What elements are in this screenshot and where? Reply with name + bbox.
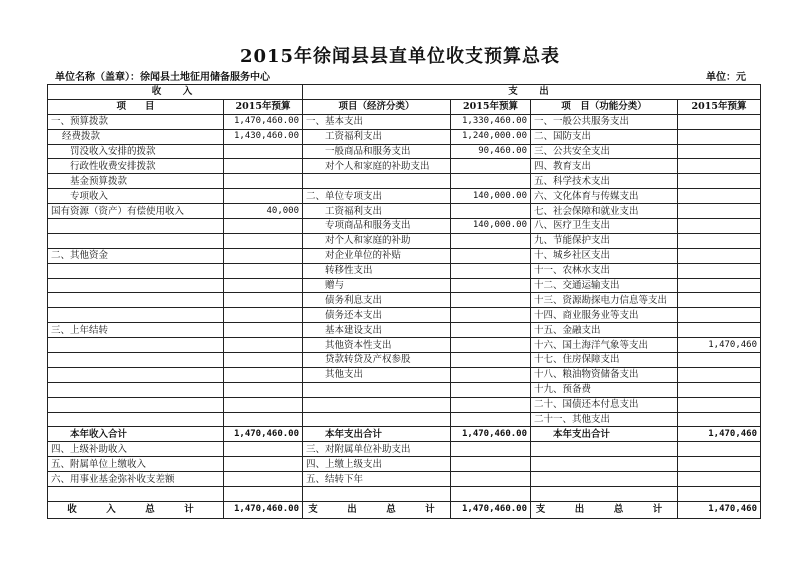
income-grand-total-label: 收 入 总 计 [48,501,224,518]
econ-budget-value [451,174,531,189]
income-item [48,219,224,234]
table-row [48,204,761,219]
income-budget-value: 1,470,460.00 [224,114,303,129]
econ-budget-value [451,353,531,368]
empty-cell [531,442,678,457]
income-budget-value: 40,000 [224,204,303,219]
econ-item [303,382,451,397]
income-grand-total-value: 1,470,460.00 [224,501,303,518]
budget-table [47,84,761,519]
econ-budget-value [451,293,531,308]
page-title: 2015年徐闻县县直单位收支预算总表 [239,46,561,67]
econ-item [303,174,451,189]
table-row [48,248,761,263]
empty-cell [678,442,761,457]
income-item: 二、其他资金 [48,248,224,263]
econ-item: 转移性支出 [303,263,451,278]
econ-item: 其他资本性支出 [303,338,451,353]
income-budget-value [224,159,303,174]
econ-budget-value: 1,240,000.00 [451,129,531,144]
table-row [48,353,761,368]
empty-cell [303,487,451,502]
func-item: 四、教育支出 [531,159,678,174]
income-item [48,278,224,293]
expense-grand-total-label: 支 出 总 计 [303,501,451,518]
table-row [48,144,761,159]
econ-budget-value [451,233,531,248]
func-item: 十二、交通运输支出 [531,278,678,293]
func-budget-value [678,293,761,308]
income-budget-value [224,189,303,204]
econ-item: 债务利息支出 [303,293,451,308]
func-item: 十六、国土海洋气象等支出 [531,338,678,353]
econ-item: 其他支出 [303,367,451,382]
empty-cell [531,472,678,487]
income-item [48,233,224,248]
func-budget-value [678,308,761,323]
econ-budget-value [451,442,531,457]
income-budget-value [224,442,303,457]
econ-budget-value [451,278,531,293]
income-item [48,367,224,382]
econ-item: 基本建设支出 [303,323,451,338]
income-item [48,293,224,308]
econ-budget-value [451,472,531,487]
income-item [48,308,224,323]
func-item: 二十一、其他支出 [531,412,678,427]
income-item: 三、上年结转 [48,323,224,338]
empty-cell [224,487,303,502]
table-row [48,129,761,144]
econ-item [303,412,451,427]
income-item: 罚没收入安排的拨款 [48,144,224,159]
income-item [48,412,224,427]
econ-budget-value: 1,330,460.00 [451,114,531,129]
table-row [48,189,761,204]
func-budget-header: 2015年预算 [678,99,761,114]
table-row [48,472,761,487]
expense-year-total-label: 本年支出合计 [303,427,451,442]
func-item: 一、一般公共服务支出 [531,114,678,129]
econ-item: 贷款转贷及产权参股 [303,353,451,368]
econ-budget-value [451,338,531,353]
econ-item: 二、单位专项支出 [303,189,451,204]
table-row [48,442,761,457]
func-item: 六、文化体育与传媒支出 [531,189,678,204]
econ-item: 工资福利支出 [303,204,451,219]
func-grand-total-label: 支 出 总 计 [531,501,678,518]
income-budget-value: 1,430,460.00 [224,129,303,144]
func-budget-value [678,278,761,293]
func-item-header: 项 目（功能分类） [531,99,678,114]
table-row [48,338,761,353]
econ-budget-value [451,323,531,338]
income-year-total-label: 本年收入合计 [48,427,224,442]
func-budget-value [678,263,761,278]
econ-budget-value [451,263,531,278]
income-budget-value [224,353,303,368]
income-item: 专项收入 [48,189,224,204]
income-budget-header: 2015年预算 [224,99,303,114]
expense-year-total-value: 1,470,460.00 [451,427,531,442]
table-row [48,323,761,338]
unit-of-measure: 单位：元 [706,72,746,83]
income-item: 四、上级补助收入 [48,442,224,457]
func-year-total-label: 本年支出合计 [531,427,678,442]
func-budget-value [678,248,761,263]
income-budget-value [224,248,303,263]
expense-grand-total-value: 1,470,460.00 [451,501,531,518]
func-item: 五、科学技术支出 [531,174,678,189]
func-budget-value [678,397,761,412]
econ-budget-value [451,248,531,263]
income-item: 五、附属单位上缴收入 [48,457,224,472]
func-item: 三、公共安全支出 [531,144,678,159]
econ-budget-header: 2015年预算 [451,99,531,114]
econ-item: 一般商品和服务支出 [303,144,451,159]
income-budget-value [224,397,303,412]
econ-item: 工资福利支出 [303,129,451,144]
table-row [48,278,761,293]
func-budget-value [678,159,761,174]
income-budget-value [224,367,303,382]
econ-budget-value [451,308,531,323]
income-budget-value [224,233,303,248]
econ-item: 对个人和家庭的补助支出 [303,159,451,174]
empty-cell [451,487,531,502]
income-item [48,338,224,353]
econ-item: 五、结转下年 [303,472,451,487]
income-item: 一、预算拨款 [48,114,224,129]
econ-item: 专项商品和服务支出 [303,219,451,234]
table-row [48,367,761,382]
func-item: 八、医疗卫生支出 [531,219,678,234]
table-row [48,159,761,174]
func-budget-value [678,114,761,129]
income-budget-value [224,278,303,293]
econ-item: 四、上缴上级支出 [303,457,451,472]
table-row [48,263,761,278]
income-budget-value [224,174,303,189]
table-row [48,293,761,308]
func-item: 十三、资源勘探电力信息等支出 [531,293,678,308]
func-grand-total-value: 1,470,460 [678,501,761,518]
func-item: 十九、预备费 [531,382,678,397]
func-item: 九、节能保护支出 [531,233,678,248]
func-budget-value [678,233,761,248]
income-budget-value [224,308,303,323]
income-item [48,263,224,278]
func-budget-value [678,367,761,382]
empty-cell [48,487,224,502]
income-budget-value [224,293,303,308]
table-row [48,114,761,129]
econ-budget-value [451,457,531,472]
econ-budget-value: 140,000.00 [451,219,531,234]
income-budget-value [224,412,303,427]
func-budget-value [678,412,761,427]
income-item [48,353,224,368]
income-budget-value [224,219,303,234]
income-budget-value [224,323,303,338]
econ-budget-value: 140,000.00 [451,189,531,204]
income-item: 基金预算拨款 [48,174,224,189]
econ-item: 一、基本支出 [303,114,451,129]
income-budget-value [224,457,303,472]
empty-cell [678,457,761,472]
table-row [48,233,761,248]
table-row [48,219,761,234]
func-item: 十四、商业服务业等支出 [531,308,678,323]
econ-budget-value: 90,460.00 [451,144,531,159]
func-year-total-value: 1,470,460 [678,427,761,442]
table-row [48,412,761,427]
econ-budget-value [451,397,531,412]
func-item: 七、社会保障和就业支出 [531,204,678,219]
empty-cell [531,487,678,502]
unit-name: 单位名称（盖章）：徐闻县土地征用储备服务中心 [55,72,270,83]
table-row [48,174,761,189]
income-year-total-value: 1,470,460.00 [224,427,303,442]
econ-item [303,397,451,412]
func-budget-value [678,219,761,234]
func-budget-value [678,382,761,397]
income-item: 国有资源（资产）有偿使用收入 [48,204,224,219]
econ-item: 赠与 [303,278,451,293]
func-item: 十一、农林水支出 [531,263,678,278]
income-section-header: 收 入 [48,85,303,100]
table-row [48,308,761,323]
econ-budget-value [451,204,531,219]
func-item: 二、国防支出 [531,129,678,144]
empty-cell [678,487,761,502]
func-budget-value [678,189,761,204]
func-item: 十七、住房保障支出 [531,353,678,368]
table-row [48,457,761,472]
income-item [48,382,224,397]
func-budget-value [678,353,761,368]
spacer-row [48,487,761,502]
econ-item: 债务还本支出 [303,308,451,323]
income-budget-value [224,382,303,397]
func-budget-value [678,144,761,159]
econ-budget-value [451,159,531,174]
empty-cell [531,457,678,472]
func-budget-value [678,323,761,338]
income-budget-value [224,263,303,278]
year-total-row [48,427,761,442]
income-item: 六、用事业基金弥补收支差额 [48,472,224,487]
econ-item: 对个人和家庭的补助 [303,233,451,248]
econ-budget-value [451,367,531,382]
income-budget-value [224,144,303,159]
econ-budget-value [451,412,531,427]
econ-budget-value [451,382,531,397]
func-item: 十、城乡社区支出 [531,248,678,263]
income-item [48,397,224,412]
income-item: 行政性收费安排拨款 [48,159,224,174]
func-budget-value: 1,470,460 [678,338,761,353]
func-budget-value [678,204,761,219]
empty-cell [678,472,761,487]
income-item: 经费拨款 [48,129,224,144]
income-item-header: 项 目 [48,99,224,114]
econ-item: 三、对附属单位补助支出 [303,442,451,457]
grand-total-row [48,501,761,518]
func-item: 十八、粮油物资储备支出 [531,367,678,382]
econ-item-header: 项目（经济分类） [303,99,451,114]
func-item: 二十、国债还本付息支出 [531,397,678,412]
table-row [48,397,761,412]
func-budget-value [678,174,761,189]
func-item: 十五、金融支出 [531,323,678,338]
income-budget-value [224,472,303,487]
table-row [48,382,761,397]
econ-item: 对企业单位的补贴 [303,248,451,263]
func-budget-value [678,129,761,144]
expense-section-header: 支 出 [303,85,761,100]
income-budget-value [224,338,303,353]
